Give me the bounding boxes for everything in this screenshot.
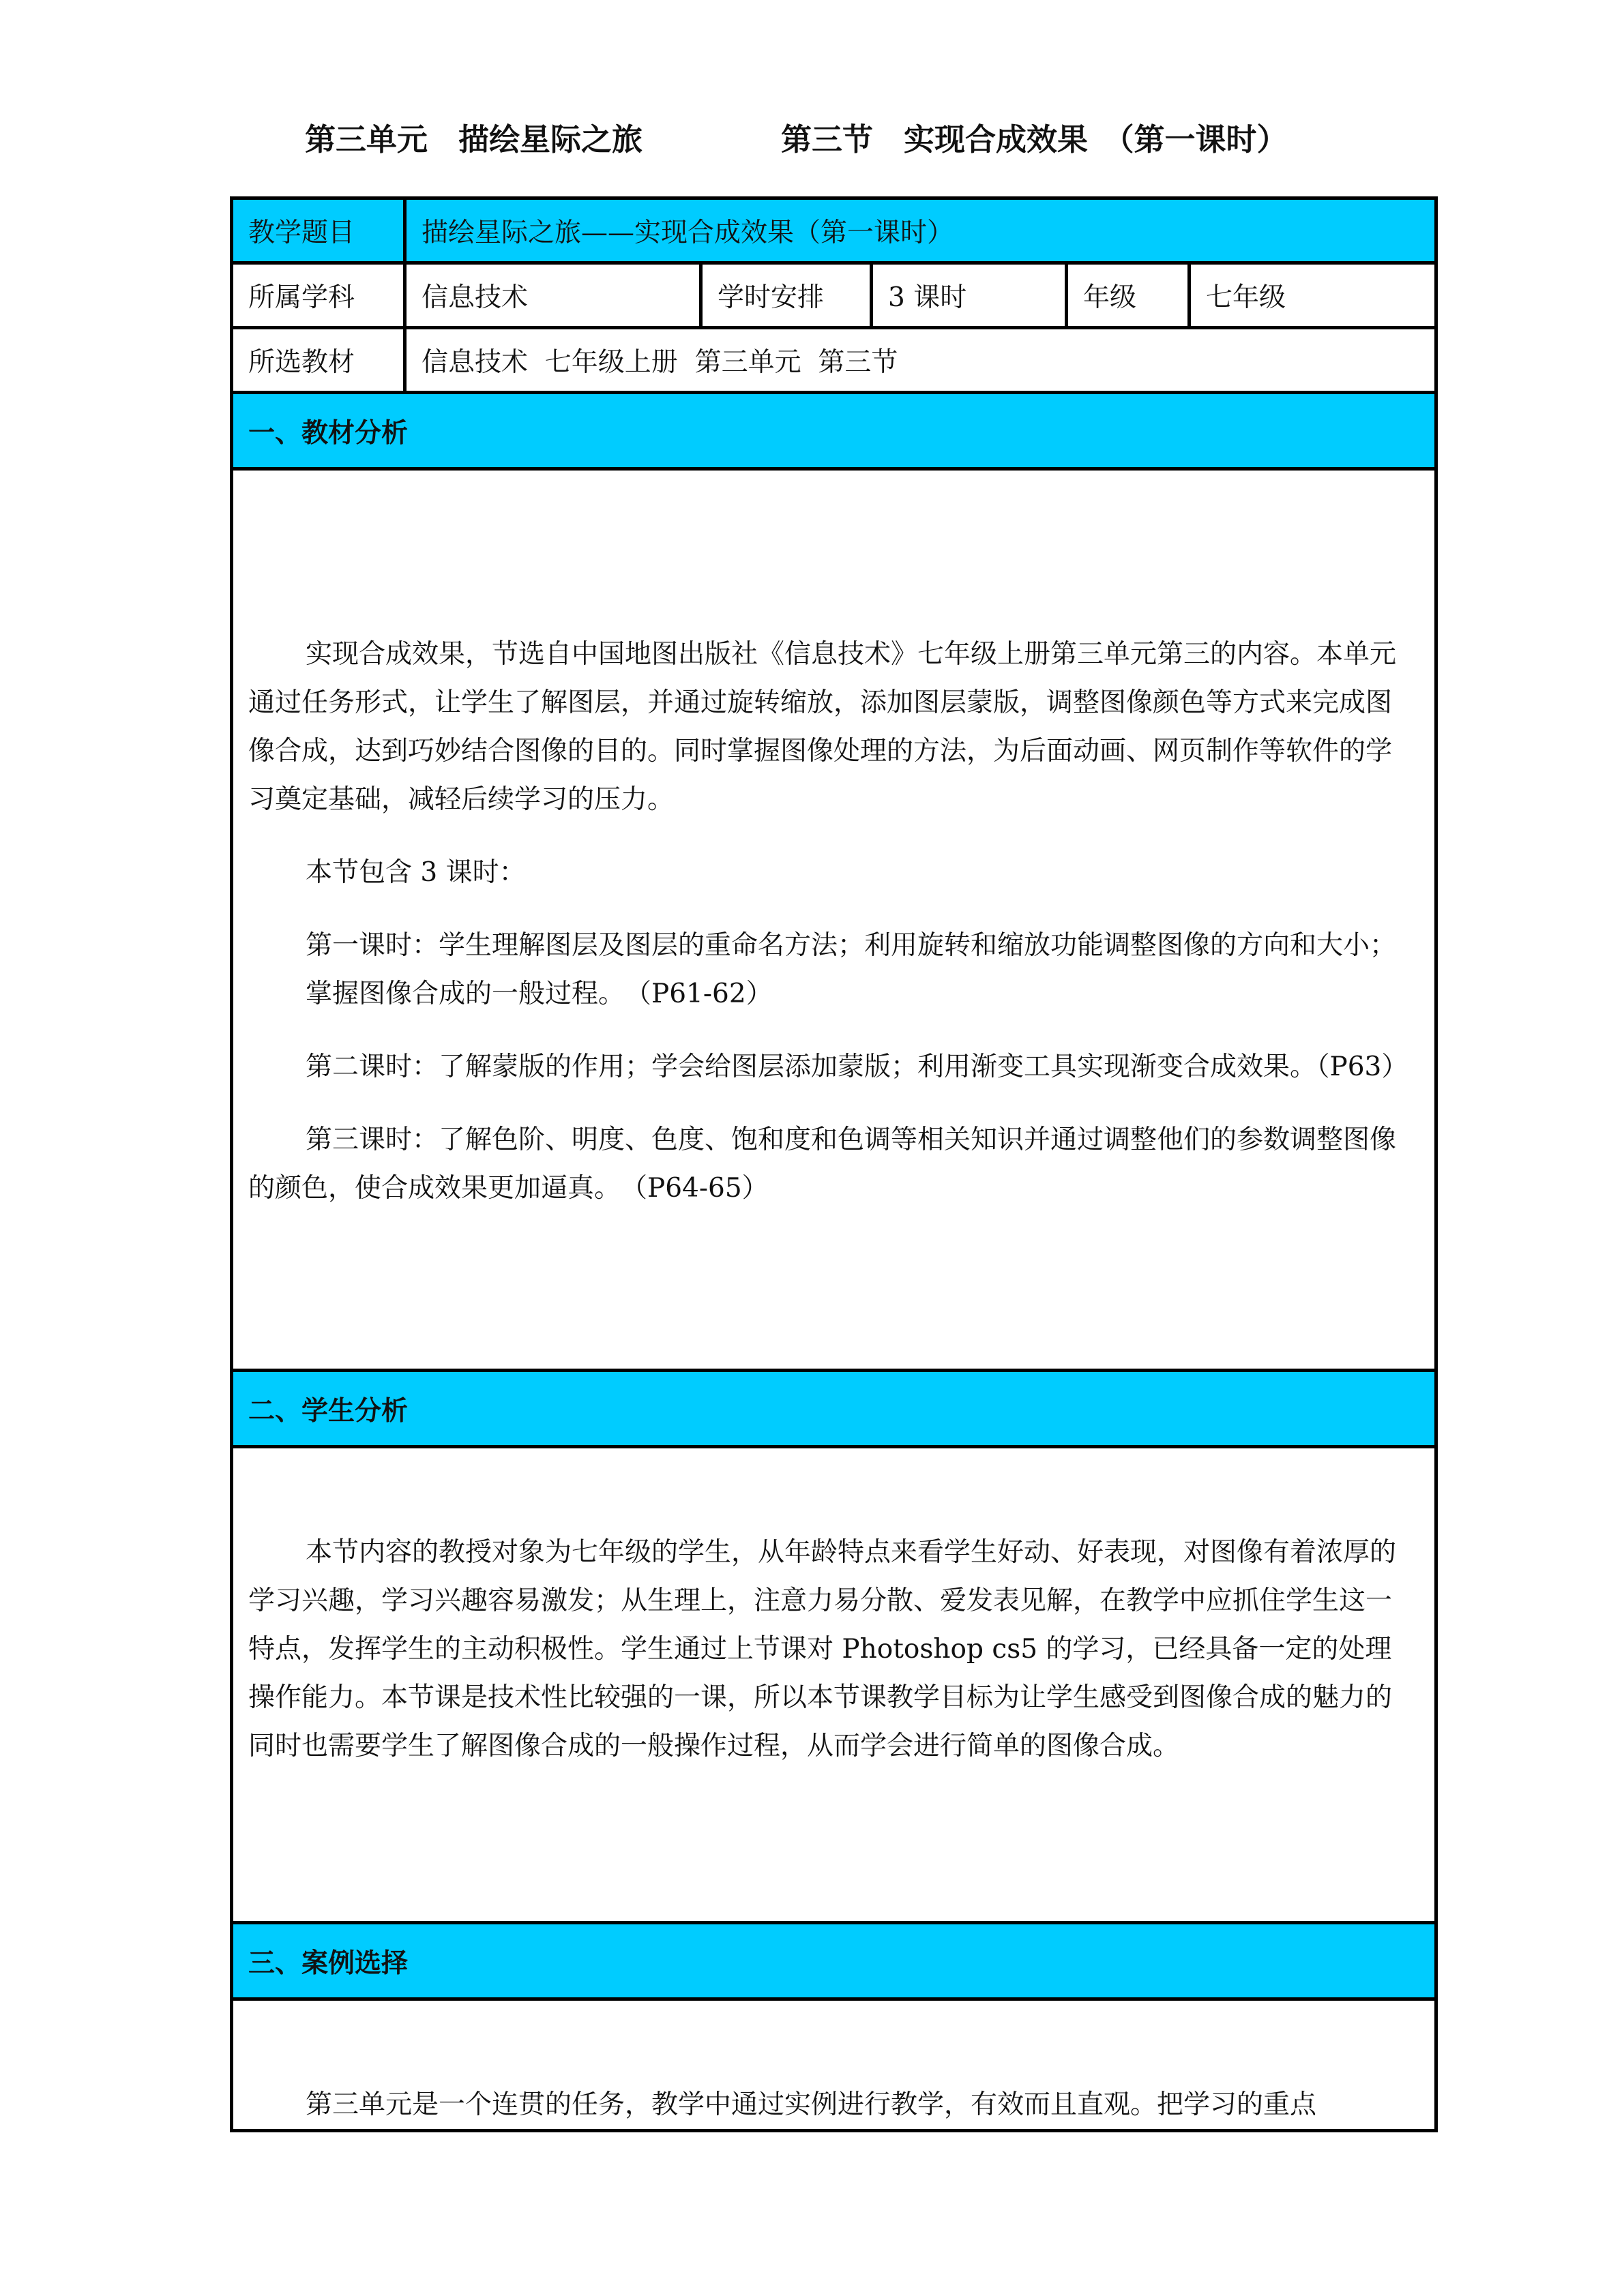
hours-value: 3 课时 [872, 263, 1067, 328]
lesson-plan-table [230, 196, 1438, 2132]
paragraph: 本节内容的教授对象为七年级的学生，从年龄特点来看学生好动、好表现，对图像有着浓厚的学习兴趣，学习兴趣容易激发；从生理上，注意力易分散、爱发表见解，在教学中应抓住学生这一特点，发挥学生的主动积极性。学生通过上节课对 Photoshop cs5 的学习，已经具备一定的处理操作能力。本节课是技术性比较强的一课，所以本节课教学目标为让学生感受到图像合成的魅力的同时也需要学生了解图像合成的一般操作过程，从而学会进行简单的图像合成。 [248, 1537, 1397, 1761]
section-header-textbook-analysis [232, 393, 1436, 469]
grade-value: 七年级 [1190, 263, 1436, 328]
topic-label: 教学题目 [232, 198, 405, 263]
subject-label: 所属学科 [232, 263, 405, 328]
unit-title: 第三单元 描绘星际之旅 [305, 121, 643, 158]
section-title-3: 三、案例选择 [232, 1923, 1436, 1999]
section-body-textbook-analysis [232, 469, 1436, 1371]
topic-row [232, 198, 1436, 263]
section-title-1: 一、教材分析 [232, 393, 1436, 469]
section-header-student-analysis [232, 1371, 1436, 1447]
paragraph: 本节包含 3 课时： [306, 857, 526, 888]
subject-row [232, 263, 1436, 328]
topic-value: 描绘星际之旅——实现合成效果（第一课时） [405, 198, 1436, 263]
section-header-case-selection [232, 1923, 1436, 1999]
subject-value: 信息技术 [405, 263, 701, 328]
grade-label: 年级 [1067, 263, 1190, 328]
section-title: 第三节 实现合成效果 （第一课时） [781, 121, 1288, 158]
section-body-student-analysis [232, 1447, 1436, 1923]
paragraph: 第三课时：了解色阶、明度、色度、饱和度和色调等相关知识并通过调整他们的参数调整图像的颜色，使合成效果更加逼真。 （P64-65） [248, 1124, 1397, 1204]
hours-label: 学时安排 [701, 263, 872, 328]
paragraph: 实现合成效果，节选自中国地图出版社《信息技术》七年级上册第三单元第三的内容。本单元通过任务形式，让学生了解图层，并通过旋转缩放，添加图层蒙版，调整图像颜色等方式来完成图像合成，达到巧妙结合图像的目的。同时掌握图像处理的方法，为后面动画、网页制作等软件的学习奠定基础，减轻后续学习的压力。 [248, 639, 1397, 815]
paragraph: 第二课时：了解蒙版的作用；学会给图层添加蒙版；利用渐变工具实现渐变合成效果。（P63） [306, 1052, 1408, 1082]
paragraph: 第一课时：学生理解图层及图层的重命名方法；利用旋转和缩放功能调整图像的方向和大小；掌握图像合成的一般过程。 （P61-62） [306, 930, 1397, 1009]
paragraph: 第三单元是一个连贯的任务，教学中通过实例进行教学，有效而且直观。把学习的重点 [306, 2089, 1317, 2120]
textbook-label: 所选教材 [232, 328, 405, 393]
section-body-case-selection [232, 1999, 1436, 2131]
textbook-row [232, 328, 1436, 393]
textbook-value: 信息技术 七年级上册 第三单元 第三节 [405, 328, 1436, 393]
section-title-2: 二、学生分析 [232, 1371, 1436, 1447]
